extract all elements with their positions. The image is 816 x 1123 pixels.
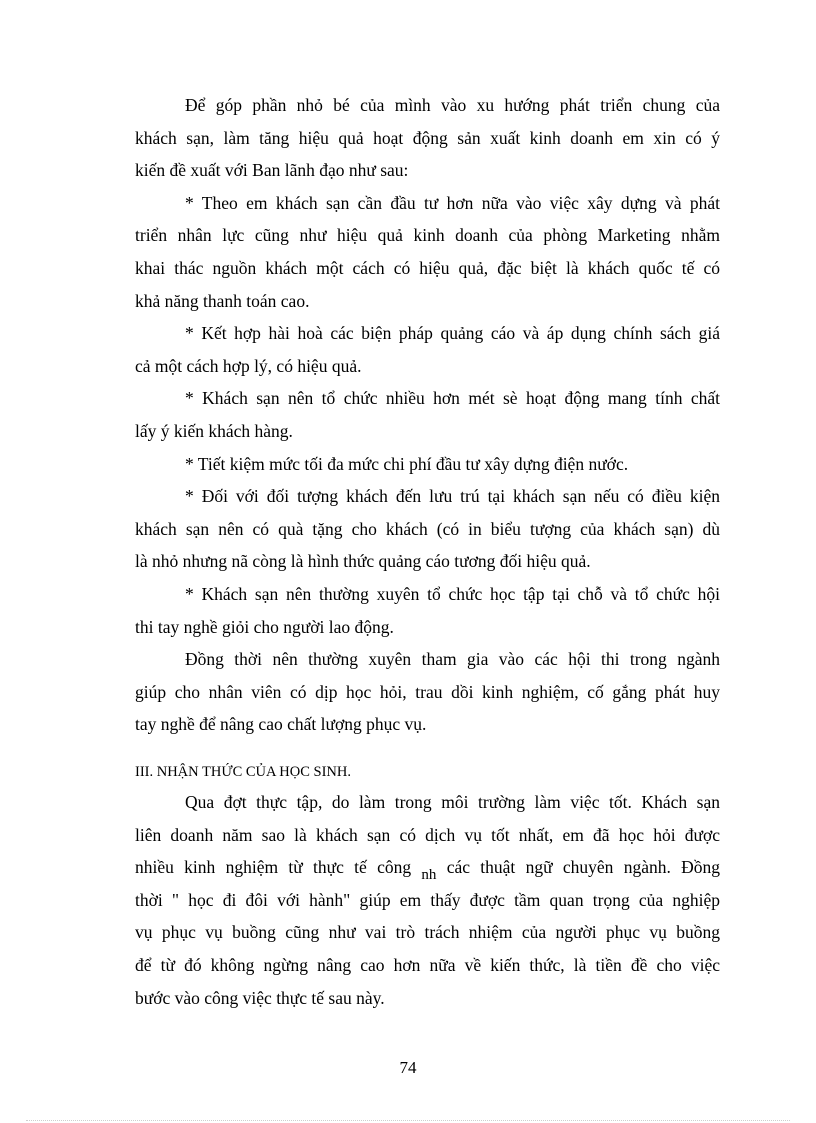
split-before: nhiều kinh nghiệm từ thực tế công — [135, 857, 412, 878]
paragraph-line: Qua đợt thực tập, do làm trong môi trường làm việc tốt. Khách sạn — [185, 792, 720, 812]
paragraph-line: * Theo em khách sạn cần đầu tư hơn nữa vào việc xây dựng và phát — [185, 192, 720, 213]
page-number: 74 — [399, 1058, 417, 1077]
paragraph-line: kiến đề xuất với Ban lãnh đạo như sau: — [135, 160, 409, 181]
paragraph-line: Đồng thời nên thường xuyên tham gia vào các hội thi trong ngành — [185, 649, 720, 670]
paragraph-line: liên doanh năm sao là khách sạn có dịch vụ tốt nhất, em đã học hỏi được — [135, 824, 720, 845]
paragraph-line: cả một cách hợp lý, có hiệu quả. — [135, 355, 362, 376]
section-heading: III. NHẬN THỨC CỦA HỌC SINH. — [135, 764, 351, 780]
paragraph-line: tay nghề để nâng cao chất lượng phục vụ. — [135, 714, 427, 735]
paragraph-line: để từ đó không ngừng nâng cao hơn nữa về kiến thức, là tiền đề cho việc — [135, 954, 720, 975]
paragraph-line: * Khách sạn nên tổ chức nhiều hơn mét sè hoạt động mang tính chất — [185, 388, 720, 409]
paragraph-line-split — [135, 851, 720, 884]
paragraph-line: thi tay nghề giỏi cho người lao động. — [135, 616, 394, 637]
paragraph-line: thời " học đi đôi với hành" giúp em thấy được tầm quan trọng của nghiệp — [135, 889, 720, 910]
paragraph-line: * Tiết kiệm mức tối đa mức chi phí đầu tư xây dựng điện nước. — [185, 453, 629, 474]
section-text — [135, 786, 720, 1014]
body-text — [135, 89, 720, 741]
paragraph-line: khả năng thanh toán cao. — [135, 290, 310, 311]
paragraph-line: khai thác nguồn khách một cách có hiệu quả, đặc biệt là khách quốc tế có — [135, 257, 720, 278]
paragraph-line: triển nhân lực cũng như hiệu quả kinh doanh của phòng Marketing nhằm — [135, 225, 720, 246]
paragraph-line: bước vào công việc thực tế sau này. — [135, 987, 385, 1008]
paragraph-line: khách sạn, làm tăng hiệu quả hoạt động sản xuất kinh doanh em xin có ý — [135, 127, 720, 148]
split-after: các thuật ngữ chuyên ngành. Đồng — [446, 857, 721, 878]
paragraph-line: giúp cho nhân viên có dịp học hỏi, trau dồi kinh nghiệm, cố gắng phát huy — [135, 681, 720, 702]
split-sub: nh — [421, 867, 437, 884]
paragraph-line: lấy ý kiến khách hàng. — [135, 420, 293, 441]
paragraph-line: * Khách sạn nên thường xuyên tổ chức học tập tại chỗ và tổ chức hội — [185, 583, 720, 604]
footer-divider — [26, 1120, 790, 1121]
paragraph-line: khách sạn nên có quà tặng cho khách (có in biểu tượng của khách sạn) dù — [135, 518, 720, 539]
paragraph-line: là nhỏ nhưng nã còng là hình thức quảng cáo tương đối hiệu quả. — [135, 551, 591, 572]
paragraph-line: Để góp phần nhỏ bé của mình vào xu hướng phát triển chung của — [185, 95, 720, 115]
paragraph-line: * Kết hợp hài hoà các biện pháp quảng cáo và áp dụng chính sách giá — [185, 323, 720, 344]
paragraph-line: * Đối với đối tượng khách đến lưu trú tại khách sạn nếu có điều kiện — [185, 486, 720, 507]
paragraph-line: vụ phục vụ buồng cũng như vai trò trách nhiệm của người phục vụ buồng — [135, 922, 720, 943]
